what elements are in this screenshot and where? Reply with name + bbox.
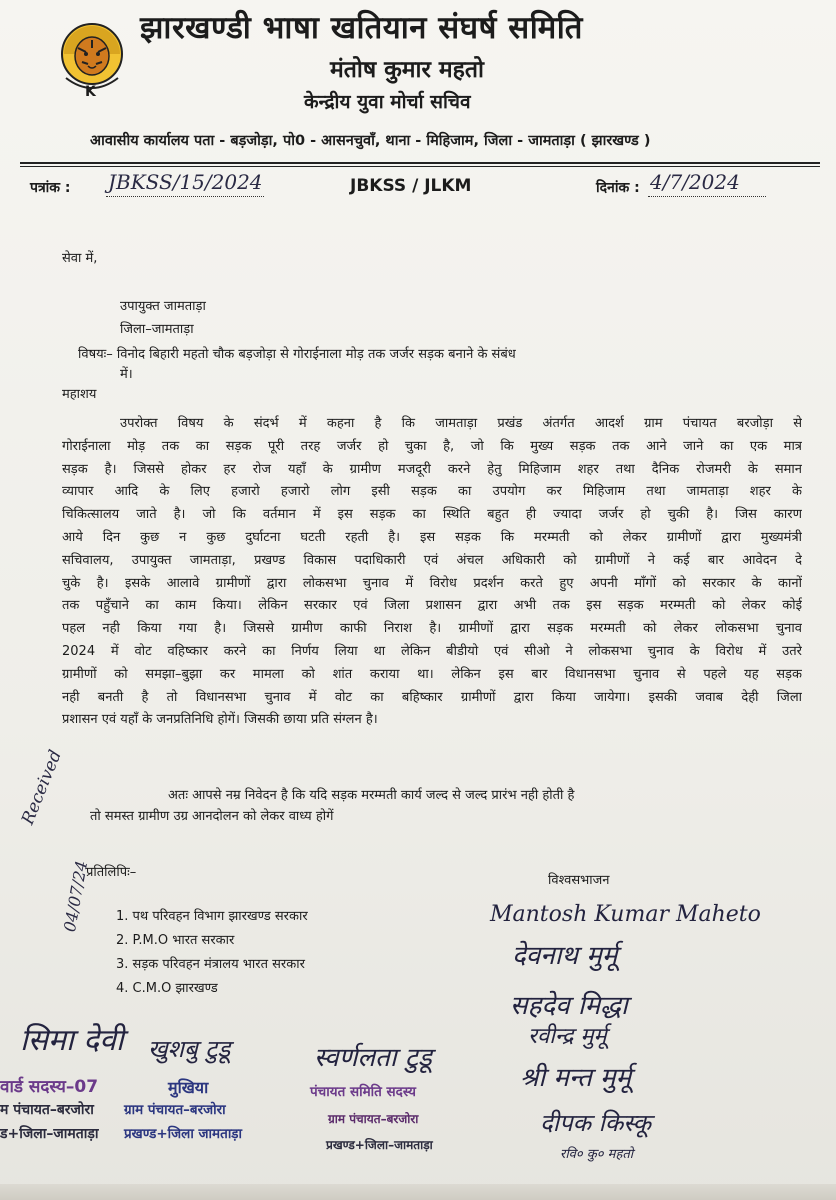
organization-title: झारखण्डी भाषा खतियान संघर्ष समिति [140, 10, 583, 46]
office-code: JBKSS / JLKM [350, 176, 472, 196]
person-name: मंतोष कुमार महतो [330, 57, 484, 83]
stamp-mukhiya-panchayat: ग्राम पंचायत–बरजोरा [124, 1102, 226, 1118]
body-line: प्रशासन एवं यहाँ के जनप्रतिनिधि होगें। जिसकी छाया प्रति संग्लन है। [62, 712, 378, 728]
greeting: महाशय [62, 387, 97, 402]
header-divider-thin [20, 166, 820, 167]
body-line: पहल नही किया गया है। जिससे ग्रामीण काफी निराश है। ग्रामीणों द्वारा सड़क मरम्मती को लेकर लोकसभा चुनाव [62, 621, 802, 637]
body-line: चुके है। इसके आलावे ग्रामीणों द्वारा लोकसभा चुनाव में विरोध प्रदर्शन करते हुए अपनी माँगों को सरकार के कानों [62, 575, 802, 591]
ref-number-dots [106, 196, 264, 197]
body-line: आये दिन कुछ न कुछ दुर्घाटना घटती रहती है। इस सड़क कि मरम्मती को लेकर ग्रामीणों द्वारा मुख्यमंत्री [62, 529, 802, 545]
request-line-2: तो समस्त ग्रामीण उग्र आनदोलन को लेकर वाध्य होगें [90, 809, 334, 824]
copy-item: 2. P.M.O भारत सरकार [116, 933, 235, 948]
page-bottom-edge [0, 1184, 836, 1200]
ref-number-label: पत्रांक : [30, 180, 71, 196]
signature-deepak: दीपक किस्कू [540, 1109, 652, 1137]
header-divider [20, 162, 820, 164]
copy-label: प्रतिलिपिः– [86, 865, 137, 880]
signature-mantosh: Mantosh Kumar Maheto [490, 902, 761, 927]
stamp-samiti-panchayat: ग्राम पंचायत–बरजोरा [328, 1112, 419, 1126]
stamp-mukhiya: मुखिया [168, 1078, 209, 1097]
copy-item: 1. पथ परिवहन विभाग झारखण्ड सरकार [116, 909, 308, 924]
subject-line-2: में। [120, 367, 133, 382]
body-paragraph [62, 413, 802, 732]
body-line: ग्रामीणों को समझा–बुझा कर मामला को शांत कराया था। लेकिन इस बार विधानसभा चुनाव से पहले यह सड़क [62, 666, 802, 682]
date-label: दिनांक : [596, 180, 640, 196]
signature-sima-devi: सिमा देवी [20, 1023, 124, 1058]
signature-shrimant: श्री मन्त मुर्मू [520, 1063, 632, 1093]
signature-khushbu: खुशबु टुडू [148, 1035, 231, 1063]
body-line: व्यापार आदि के लिए हजारो हजारो लोग इसी सड़क का उपयोग कर मिहिजाम तथा जामताड़ा शहर के [62, 484, 802, 500]
stamp-mukhiya-district: प्रखण्ड+जिला जामताड़ा [124, 1126, 243, 1142]
stamp-ward-district: ड+जिला–जामताड़ा [0, 1126, 99, 1142]
logo-letter: K [85, 84, 96, 100]
office-address: आवासीय कार्यालय पता - बड़जोड़ा, पो0 - आसनचुवाँ, थाना - मिहिजाम, जिला - जामताड़ा ( झारखण्ड ) [90, 133, 651, 149]
recipient-line-1: उपायुक्त जामताड़ा [120, 299, 206, 314]
received-date: 04/07/24 [60, 859, 92, 934]
signature-swarnlata: स्वर्णलता टुडू [314, 1043, 432, 1073]
signature-sahdev: सहदेव मिद्धा [510, 991, 628, 1021]
signature-devnath: देवनाथ मुर्मू [512, 941, 618, 971]
signature-ravi: रवि० कु० महतो [560, 1147, 634, 1162]
body-line: गोराईनाला मोड़ तक का सड़क पूरी तरह जर्जर हो चुका है, जो कि मुख्य सड़क तक आने जाने का एक मात्र [62, 438, 802, 454]
body-line: उपरोक्त विषय के संदर्भ में कहना है कि जामताड़ा प्रखंड अंतर्गत आदर्श ग्राम पंचायत बरजोड़ा से [120, 416, 802, 431]
body-line: सड़क है। जिससे होकर हर रोज यहाँ के ग्रामीण मजदूरी करने हेतु मिहिजाम शहर तथा दैनिक रोजमरी के समान [62, 461, 802, 477]
designation: केन्द्रीय युवा मोर्चा सचिव [304, 91, 471, 113]
body-line: नही बनती है तो विधानसभा चुनाव में वोट का बहिष्कार ग्रामीणों द्वारा किया जायेगा। इसकी जवाब देही जिला [62, 689, 802, 705]
body-line: तक पहुँचाने का काम किया। लेकिन सरकार एवं जिला प्रशासन द्वारा अभी तक इस सड़क मरम्मती को लेकर कोई [62, 598, 802, 614]
stamp-ward-panchayat: म पंचायत–बरजोरा [0, 1102, 94, 1118]
signature-ravindra: रवीन्द्र मुर्मू [528, 1024, 607, 1049]
copy-item: 4. C.M.O झारखण्ड [116, 981, 218, 996]
copy-item: 3. सड़क परिवहन मंत्रालय भारत सरकार [116, 957, 305, 972]
body-line: 2024 में वोट वहिष्कार करने का निर्णय लिया था लेकिन बीडीयो एवं सीओ ने लोकसभा चुनाव के विरोध में उतरे [62, 643, 802, 659]
date-dots [648, 196, 766, 197]
request-line-1: अतः आपसे नम्र निवेदन है कि यदि सड़क मरम्मती कार्य जल्द से जल्द प्रारंभ नही होती है [168, 788, 575, 803]
subject-line-1: विषयः– विनोद बिहारी महतो चौक बड़जोड़ा से गोराईनाला मोड़ तक जर्जर सड़क बनाने के संबंध [78, 347, 516, 362]
stamp-samiti-member: पंचायत समिति सदस्य [310, 1084, 416, 1100]
received-note: Received [18, 747, 66, 828]
stamp-samiti-district: प्रखण्ड+जिला–जामताड़ा [326, 1138, 433, 1152]
closing-text: विश्वसभाजन [548, 873, 610, 888]
stamp-ward-member: वार्ड सदस्य–07 [0, 1077, 99, 1097]
date-value: 4/7/2024 [650, 170, 740, 194]
body-line: चिकित्सालय जाते है। जो कि वर्तमान में इस सड़क का स्थिति बहुत ही ज्यादा जर्जर हो चुकी है। जिस कारण [62, 507, 802, 523]
ref-number-value: JBKSS/15/2024 [108, 170, 263, 194]
body-line: सचिवालय, उपायुक्त जामताड़ा, प्रखण्ड विकास पदाधिकारी एवं अंचल अधिकारी को ग्रामीणों ने कई बार आवेदन दे [62, 552, 802, 568]
recipient-line-2: जिला–जामताड़ा [120, 322, 194, 337]
salutation-to: सेवा में, [62, 251, 98, 266]
